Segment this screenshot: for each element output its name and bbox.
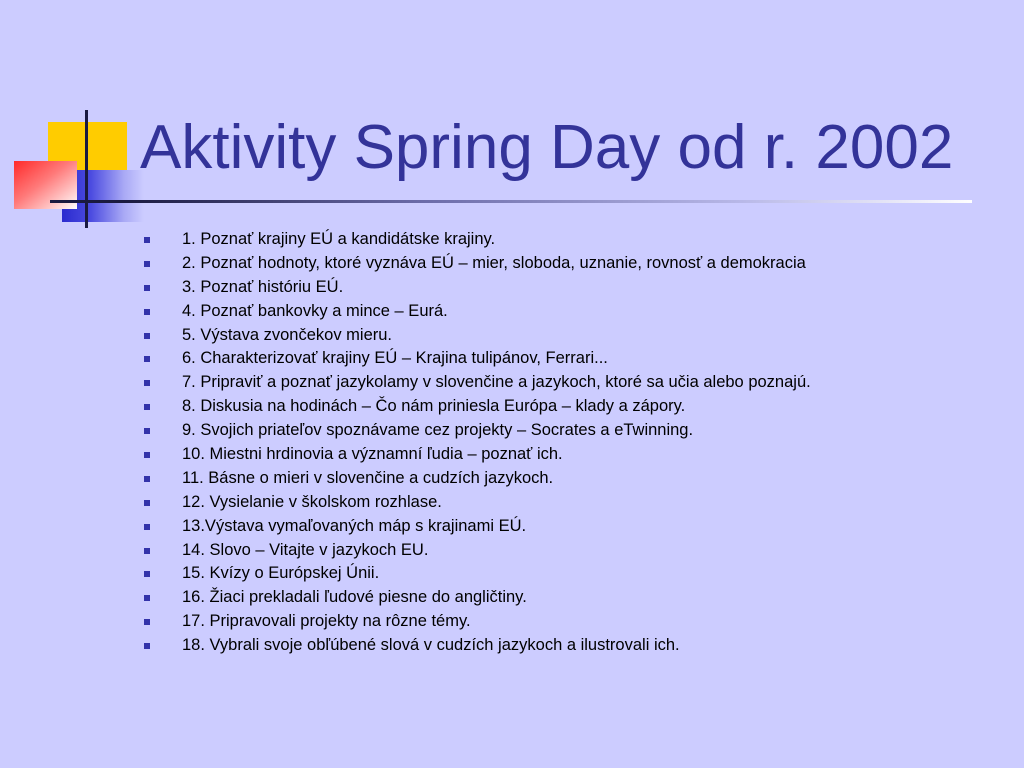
list-item-text: 15. Kvízy o Európskej Únii.	[182, 564, 380, 583]
list-item	[144, 276, 811, 300]
square-bullet-icon	[144, 356, 150, 362]
list-item	[144, 228, 811, 252]
list-item-text: 8. Diskusia na hodinách – Čo nám priniesla Európa – klady a zápory.	[182, 397, 686, 416]
square-bullet-icon	[144, 643, 150, 649]
list-item	[144, 347, 811, 371]
list-item	[144, 443, 811, 467]
square-bullet-icon	[144, 428, 150, 434]
list-item	[144, 562, 811, 586]
list-item	[144, 419, 811, 443]
list-item-text: 17. Pripravovali projekty na rôzne témy.	[182, 612, 471, 631]
list-item	[144, 491, 811, 515]
square-bullet-icon	[144, 500, 150, 506]
list-item-text: 14. Slovo – Vitajte v jazykoch EU.	[182, 540, 429, 559]
list-item	[144, 395, 811, 419]
square-bullet-icon	[144, 476, 150, 482]
bullet-list	[144, 228, 811, 658]
square-bullet-icon	[144, 571, 150, 577]
square-bullet-icon	[144, 333, 150, 339]
list-item-text: 11. Básne o mieri v slovenčine a cudzích jazykoch.	[182, 468, 554, 487]
list-item	[144, 539, 811, 563]
list-item-text: 5. Výstava zvončekov mieru.	[182, 325, 393, 344]
square-bullet-icon	[144, 595, 150, 601]
list-item	[144, 467, 811, 491]
list-item-text: 7. Pripraviť a poznať jazykolamy v slovenčine a jazykoch, ktoré sa učia alebo poznajú.	[182, 373, 811, 392]
list-item-text: 2. Poznať hodnoty, ktoré vyznáva EÚ – mier, sloboda, uznanie, rovnosť a demokracia	[182, 253, 806, 272]
square-bullet-icon	[144, 237, 150, 243]
list-item-text: 6. Charakterizovať krajiny EÚ – Krajina tulipánov, Ferrari...	[182, 349, 608, 368]
list-item	[144, 515, 811, 539]
list-item-text: 9. Svojich priateľov spoznávame cez projekty – Socrates a eTwinning.	[182, 421, 694, 440]
square-bullet-icon	[144, 404, 150, 410]
list-item	[144, 634, 811, 658]
list-item-text: 16. Žiaci prekladali ľudové piesne do angličtiny.	[182, 588, 527, 607]
list-item-text: 13.Výstava vymaľovaných máp s krajinami EÚ.	[182, 516, 527, 535]
list-item-text: 12. Vysielanie v školskom rozhlase.	[182, 492, 442, 511]
list-item-text: 1. Poznať krajiny EÚ a kandidátske krajiny.	[182, 230, 496, 248]
square-bullet-icon	[144, 619, 150, 625]
list-item	[144, 300, 811, 324]
list-item	[144, 610, 811, 634]
list-item	[144, 252, 811, 276]
list-item-text: 3. Poznať históriu EÚ.	[182, 277, 344, 296]
list-item	[144, 324, 811, 348]
square-bullet-icon	[144, 452, 150, 458]
list-item-text: 4. Poznať bankovky a mince – Eurá.	[182, 301, 448, 320]
square-bullet-icon	[144, 380, 150, 386]
square-bullet-icon	[144, 524, 150, 530]
title-underline	[50, 200, 972, 203]
list-item-text: 10. Miestni hrdinovia a významní ľudia – poznať ich.	[182, 445, 563, 464]
list-item	[144, 371, 811, 395]
square-bullet-icon	[144, 261, 150, 267]
square-bullet-icon	[144, 548, 150, 554]
list-item	[144, 586, 811, 610]
square-bullet-icon	[144, 309, 150, 315]
slide-title: Aktivity Spring Day od r. 2002	[140, 113, 954, 182]
square-bullet-icon	[144, 285, 150, 291]
list-item-text: 18. Vybrali svoje obľúbené slová v cudzích jazykoch a ilustrovali ich.	[182, 636, 680, 655]
logo-vertical-line	[85, 110, 88, 228]
